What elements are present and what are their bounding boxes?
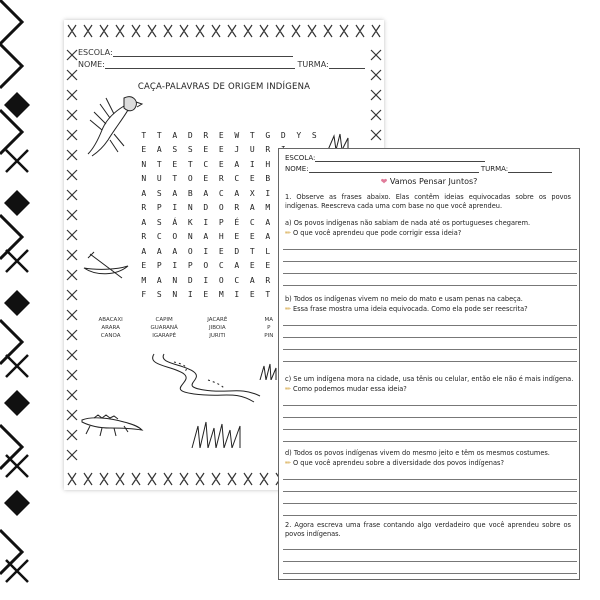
word-list-item: JIBOIA — [209, 325, 226, 331]
grid-letter[interactable]: E — [203, 174, 209, 184]
grid-letter[interactable]: H — [218, 232, 224, 242]
answer-line[interactable] — [283, 261, 577, 262]
grid-letter[interactable]: O — [203, 261, 209, 271]
grid-letter[interactable]: O — [218, 275, 224, 285]
grid-letter[interactable]: R — [234, 203, 240, 213]
grid-letter[interactable]: I — [249, 159, 255, 169]
word-list-row — [84, 324, 294, 332]
word-search-title: CAÇA-PALAVRAS DE ORIGEM INDÍGENA — [137, 82, 311, 92]
grid-letter[interactable]: E — [218, 246, 224, 256]
grid-letter[interactable]: E — [141, 145, 147, 155]
grid-letter[interactable]: D — [187, 275, 193, 285]
grid-letter[interactable]: A — [234, 188, 240, 198]
name-input-line-front[interactable] — [309, 165, 479, 173]
question-a-statement: a) Os povos indígenas não sabiam de nada até os portugueses chegarem. — [285, 219, 531, 227]
instructions: 1. Observe as frases abaixo. Elas contêm ideias equivocadas sobre os povos indígenas. Reescreva cada uma com base no que você aprendeu. — [285, 193, 571, 210]
question-b-statement: b) Todos os indígenas vivem no meio do mato e usam penas na cabeça. — [285, 295, 523, 303]
heart-icon: ❤ — [380, 177, 388, 186]
grid-letter[interactable]: T — [156, 159, 162, 169]
word-list-item: CAPIM — [155, 317, 173, 323]
answer-line[interactable] — [283, 337, 577, 338]
grid-letter[interactable]: M — [265, 203, 271, 213]
grid-letter[interactable]: T — [249, 130, 255, 140]
activity-title-text: Vamos Pensar Juntos? — [389, 177, 478, 186]
grid-letter[interactable]: R — [218, 174, 224, 184]
grid-letter[interactable]: G — [265, 130, 271, 140]
alligator-illustration — [80, 410, 144, 438]
name-label: NOME: — [78, 60, 105, 69]
pencil-icon: ✏ — [285, 385, 291, 393]
grid-letter[interactable]: M — [218, 290, 224, 300]
grid-letter[interactable]: S — [156, 188, 162, 198]
grid-letter[interactable]: T — [187, 159, 193, 169]
answer-line[interactable] — [283, 429, 577, 430]
grid-letter[interactable]: A — [249, 275, 255, 285]
grid-row — [136, 128, 322, 143]
grid-letter[interactable]: I — [187, 290, 193, 300]
grid-letter[interactable]: O — [172, 232, 178, 242]
word-list-item: GUARANÁ — [150, 325, 178, 331]
answer-line[interactable] — [283, 441, 577, 442]
grid-letter[interactable]: D — [234, 246, 240, 256]
grid-letter[interactable]: A — [203, 232, 209, 242]
grid-letter[interactable]: E — [249, 174, 255, 184]
grid-letter[interactable]: A — [141, 188, 147, 198]
grass-cluster-illustration — [188, 420, 248, 448]
word-list-item: ARARA — [101, 325, 120, 331]
word-list-item: JACARÉ — [207, 317, 228, 323]
grid-letter[interactable]: E — [218, 159, 224, 169]
grid-letter[interactable]: A — [141, 217, 147, 227]
question-d-statement: d) Todos os povos indígenas vivem do mesmo jeito e têm os mesmos costumes. — [285, 449, 550, 457]
name-input-line[interactable] — [105, 60, 295, 69]
grid-letter[interactable]: X — [249, 188, 255, 198]
grid-letter[interactable]: Y — [296, 130, 302, 140]
grid-letter[interactable]: T — [249, 246, 255, 256]
school-label-front: ESCOLA: — [285, 154, 316, 162]
grid-letter[interactable]: T — [265, 290, 271, 300]
pencil-icon: ✏ — [285, 305, 291, 313]
grid-letter[interactable]: S — [311, 130, 317, 140]
question-c-statement: c) Se um indígena mora na cidade, usa tênis ou celular, então ele não é mais indígena. — [285, 375, 574, 383]
grid-letter[interactable]: O — [187, 246, 193, 256]
question-c-prompt: ✏ Como podemos mudar essa ideia? — [285, 385, 407, 393]
grid-letter[interactable]: E — [141, 261, 147, 271]
grid-letter[interactable]: C — [249, 217, 255, 227]
answer-line[interactable] — [283, 549, 577, 550]
worksheet-border-top — [64, 20, 384, 42]
grid-letter[interactable]: E — [249, 290, 255, 300]
grid-letter[interactable]: N — [141, 174, 147, 184]
grid-letter[interactable]: J — [234, 145, 240, 155]
word-list-row — [84, 332, 294, 340]
grid-letter[interactable]: N — [172, 275, 178, 285]
activity-title — [279, 177, 579, 186]
questions-worksheet — [278, 148, 580, 580]
answer-line[interactable] — [283, 285, 577, 286]
answer-line[interactable] — [283, 325, 577, 326]
grid-letter[interactable]: A — [156, 246, 162, 256]
grid-letter[interactable]: N — [187, 203, 193, 213]
grid-letter[interactable]: R — [265, 275, 271, 285]
grid-letter[interactable]: P — [218, 217, 224, 227]
grid-letter[interactable]: E — [249, 232, 255, 242]
grid-letter[interactable]: E — [218, 130, 224, 140]
school-field-front — [285, 154, 485, 162]
grid-letter[interactable]: I — [203, 246, 209, 256]
grid-letter[interactable]: A — [265, 232, 271, 242]
grid-letter[interactable]: C — [234, 174, 240, 184]
answer-line[interactable] — [283, 249, 577, 250]
grid-letter[interactable]: A — [156, 145, 162, 155]
grid-letter[interactable]: Á — [172, 217, 178, 227]
canoe-illustration — [82, 250, 130, 280]
grid-letter[interactable]: A — [249, 203, 255, 213]
answer-line[interactable] — [283, 417, 577, 418]
pencil-icon: ✏ — [285, 459, 291, 467]
grid-letter[interactable]: R — [141, 203, 147, 213]
grid-letter[interactable]: C — [218, 188, 224, 198]
grid-letter[interactable]: A — [234, 159, 240, 169]
grid-letter[interactable]: P — [187, 261, 193, 271]
grid-letter[interactable]: D — [280, 130, 286, 140]
word-list-item: JURITI — [209, 333, 226, 339]
grid-letter[interactable]: A — [141, 246, 147, 256]
grid-letter[interactable]: A — [234, 261, 240, 271]
grid-letter[interactable]: D — [203, 203, 209, 213]
word-list-item: ABACAXI — [98, 317, 123, 323]
answer-line[interactable] — [283, 561, 577, 562]
river-illustration — [144, 350, 264, 410]
final-question: 2. Agora escreva uma frase contando algo verdadeiro que você aprendeu sobre os povos indígenas. — [285, 521, 571, 538]
word-list-item: P — [267, 325, 271, 331]
word-list-item: MA — [264, 317, 274, 323]
grid-letter[interactable]: O — [187, 174, 193, 184]
tribal-border-pattern — [0, 0, 34, 600]
grid-letter[interactable]: P — [156, 203, 162, 213]
grid-letter[interactable]: C — [234, 275, 240, 285]
grid-letter[interactable]: A — [156, 275, 162, 285]
grid-letter[interactable]: M — [141, 275, 147, 285]
class-input-line[interactable] — [329, 60, 365, 69]
school-input-line-front[interactable] — [315, 154, 485, 162]
grid-letter[interactable]: E — [218, 145, 224, 155]
name-field-front — [285, 165, 552, 173]
school-label: ESCOLA: — [78, 48, 113, 57]
grid-letter[interactable]: I — [203, 275, 209, 285]
grid-letter[interactable]: I — [203, 217, 209, 227]
grid-letter[interactable]: E — [234, 232, 240, 242]
grid-letter[interactable]: T — [172, 174, 178, 184]
word-list-item: PIN — [264, 333, 274, 339]
answer-line[interactable] — [283, 573, 577, 574]
name-label-front: NOME: — [285, 165, 309, 173]
word-list — [84, 316, 294, 340]
answer-line[interactable] — [283, 349, 577, 350]
answer-line[interactable] — [283, 361, 577, 362]
grid-letter[interactable]: I — [172, 261, 178, 271]
grid-letter[interactable]: B — [265, 174, 271, 184]
grid-letter[interactable]: É — [234, 217, 240, 227]
question-d-prompt: ✏ O que você aprendeu sobre a diversidade dos povos indígenas? — [285, 459, 504, 467]
grid-letter[interactable]: I — [265, 188, 271, 198]
grid-letter[interactable]: B — [187, 188, 193, 198]
grid-letter[interactable]: R — [265, 145, 271, 155]
answer-line[interactable] — [283, 515, 577, 516]
grid-letter[interactable]: S — [156, 217, 162, 227]
grass-illustration-small — [258, 362, 280, 380]
grid-letter[interactable]: D — [187, 130, 193, 140]
name-field — [78, 60, 365, 69]
grid-letter[interactable]: A — [172, 188, 178, 198]
grid-letter[interactable]: R — [203, 130, 209, 140]
grid-letter[interactable]: C — [218, 261, 224, 271]
school-field — [78, 48, 293, 57]
word-list-item: IGARAPÉ — [152, 333, 177, 339]
pencil-icon: ✏ — [285, 229, 291, 237]
answer-line[interactable] — [283, 503, 577, 504]
grid-letter[interactable]: S — [156, 290, 162, 300]
grid-letter[interactable]: A — [265, 217, 271, 227]
grid-letter[interactable]: R — [141, 232, 147, 242]
answer-line[interactable] — [283, 491, 577, 492]
grid-letter[interactable]: N — [172, 290, 178, 300]
grid-letter[interactable]: A — [172, 246, 178, 256]
grid-letter[interactable]: E — [249, 261, 255, 271]
class-label: TURMA: — [297, 60, 329, 69]
grid-letter[interactable]: A — [172, 130, 178, 140]
grid-letter[interactable]: U — [249, 145, 255, 155]
class-label-front: TURMA: — [480, 165, 509, 173]
grid-letter[interactable]: K — [187, 217, 193, 227]
class-input-line-front[interactable] — [508, 165, 552, 173]
grid-letter[interactable]: P — [156, 261, 162, 271]
answer-line[interactable] — [283, 273, 577, 274]
grid-letter[interactable]: C — [156, 232, 162, 242]
grid-letter[interactable]: N — [141, 159, 147, 169]
grid-letter[interactable]: I — [234, 290, 240, 300]
grid-letter[interactable]: A — [203, 188, 209, 198]
grid-letter[interactable]: H — [265, 159, 271, 169]
grid-letter[interactable]: S — [172, 145, 178, 155]
grid-letter[interactable]: E — [265, 261, 271, 271]
grid-letter[interactable]: W — [234, 130, 240, 140]
grid-letter[interactable]: T — [141, 130, 147, 140]
question-a-prompt: ✏ O que você aprendeu que pode corrigir essa ideia? — [285, 229, 462, 237]
grid-letter[interactable]: I — [172, 203, 178, 213]
grid-letter[interactable]: E — [203, 290, 209, 300]
grid-letter[interactable]: O — [218, 203, 224, 213]
school-input-line[interactable] — [113, 48, 293, 57]
question-b-prompt: ✏ Essa frase mostra uma ideia equivocada. Como ela pode ser reescrita? — [285, 305, 528, 313]
grid-letter[interactable]: T — [156, 130, 162, 140]
grid-letter[interactable]: N — [187, 232, 193, 242]
word-list-row — [84, 316, 294, 324]
answer-line[interactable] — [283, 405, 577, 406]
grid-letter[interactable]: L — [265, 246, 271, 256]
grid-letter[interactable]: F — [141, 290, 147, 300]
grid-letter[interactable]: S — [187, 145, 193, 155]
answer-line[interactable] — [283, 479, 577, 480]
grid-letter[interactable]: E — [172, 159, 178, 169]
grid-letter[interactable]: U — [156, 174, 162, 184]
grid-letter[interactable]: E — [203, 145, 209, 155]
word-list-item: CANOA — [100, 333, 121, 339]
grid-letter[interactable]: C — [203, 159, 209, 169]
